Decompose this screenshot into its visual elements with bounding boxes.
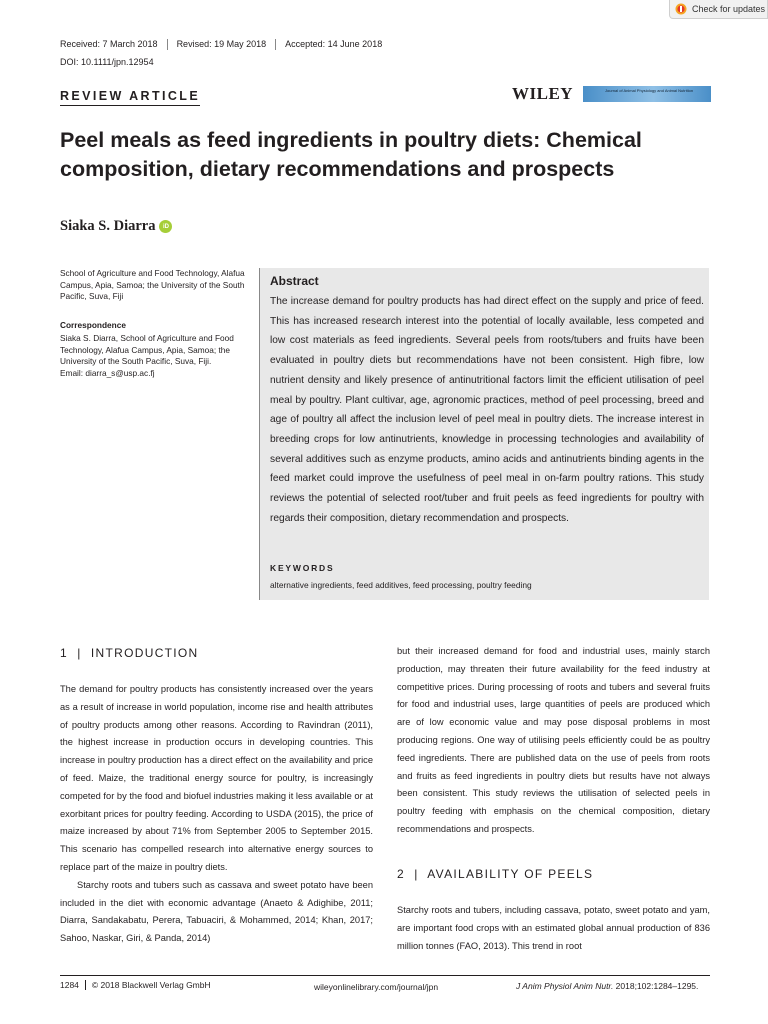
keywords: alternative ingredients, feed additives, feed processing, poultry feeding [270, 580, 532, 590]
author-name[interactable]: Siaka S. Diarra [60, 218, 156, 234]
revised-date: Revised: 19 May 2018 [167, 39, 276, 50]
section-heading-availability: 2 | AVAILABILITY OF PEELS [397, 867, 594, 881]
citation-journal: J Anim Physiol Anim Nutr. [516, 981, 614, 991]
paragraph: Starchy roots and tubers such as cassava and sweet potato have been included in the diet with economic advantage (Anaeto & Adighibe, 2011; Diarra, Sandakabatu, Perera, Tabuaciri, & Mohammed, 2014; Khan, 2017; Sahoo, Naskar, Giri, & Panda, 2014) [60, 879, 373, 944]
paragraph: Starchy roots and tubers, including cassava, potato, sweet potato and yam, are important food crops with an estimated global annual production of 836 million tonnes (FAO, 2013). This trend in root [397, 905, 710, 951]
citation-volume: 2018;102:1284–1295. [613, 981, 699, 991]
abstract-heading: Abstract [270, 274, 319, 288]
paragraph: but their increased demand for food and industrial uses, mainly starch production, may threaten their future availability for the feed industry at competitive prices. During processing of roots and tubers and several fruits for food and industrial uses, large quantities of peels are produced which are of low economic value and may pose disposal problems in most producing regions. One way of utilising peels efficiently could be as poultry feed ingredients. There are published data on the use of peels from roots and fruits as feed ingredients in poultry diets but results have not always been consistent. This study reviews the utilisation of selected peels in poultry feeding with emphasis on the chemical composition, dietary recommendations and prospects. [397, 646, 710, 834]
affiliation: School of Agriculture and Food Technology, Alafua Campus, Apia, Samoa; the University of the South Pacific, Suva, Fiji [60, 268, 245, 301]
author [60, 218, 172, 235]
availability-body [397, 902, 710, 955]
section-heading-introduction: 1 | INTRODUCTION [60, 646, 199, 660]
article-type: REVIEW ARTICLE [60, 89, 200, 106]
introduction-body-continued [397, 643, 710, 839]
correspondence-email[interactable]: Email: diarra_s@usp.ac.fj [60, 367, 155, 378]
crossmark-icon [675, 3, 687, 15]
accepted-date: Accepted: 14 June 2018 [275, 39, 391, 50]
abstract-text: The increase demand for poultry products has had direct effect on the supply and price of feed. This has increased research interest into the potential of locally available, less competed and low cost materials as feed ingredients. Several peels from roots/tubers and fruits have been evaluated in poultry diets but recommendations have not been consistent. High fibre, low nutrient density and likely presence of antinutritional factors limit the efficient utilisation of peel meal by poultry. Plant cultivar, age, agronomic practices, method of peel processing, breed and age of poultry all affect the inclusion level of peel meal in poultry diets. The increase interest in breeding crops for low antinutrients, knowledge in processing technologies and availability of several additives such as enzyme products, amino acids and antinutrients binding agents in the feed market could improve the usefulness of peel meal in on-farm poultry rations. This study reviews the potential of selected root/tuber and fruit peels as feed ingredients for poultry with regards their composition, dietary recommendation and prospects. [270, 296, 704, 524]
copyright: © 2018 Blackwell Verlag GmbH [91, 980, 211, 990]
citation [516, 981, 698, 991]
paragraph: The demand for poultry products has consistently increased over the years as a result of increase in world population, income rise and health attributes of poultry products among other reasons. According to Ravindran (2011), the highest increase in production occurs in developing countries. This increase in poultry production has a direct effect on the availability and price of feed. Maize, the traditional energy source for poultry, is increasingly competed for by the food and biofuel industries making it less available or at exorbitant prices for poultry feeding. According to USDA (2015), the price of maize increased by about 71% from September 2005 to September 2015. This scenario has compelled research into alternative energy sources to replace part of the maize in poultry diets. [60, 684, 373, 872]
journal-url[interactable]: wileyonlinelibrary.com/journal/jpn [314, 982, 439, 992]
orcid-icon[interactable]: iD [159, 220, 172, 233]
correspondence [60, 333, 250, 379]
footer-divider [60, 975, 710, 976]
journal-logo: Journal of Animal Physiology and Animal Nutrition [583, 86, 711, 102]
article-title: Peel meals as feed ingredients in poultry diets: Chemical composition, dietary recommendations and prospects [60, 128, 642, 181]
introduction-body [60, 681, 373, 948]
received-date: Received: 7 March 2018 [60, 39, 158, 49]
check-for-updates-button[interactable] [669, 0, 768, 19]
keywords-heading: KEYWORDS [270, 563, 335, 573]
doi-link[interactable]: DOI: 10.1111/jpn.12954 [60, 57, 154, 67]
footer-left [60, 980, 211, 990]
publisher-logo: WILEY [512, 84, 574, 103]
article-dates [60, 39, 391, 50]
correspondence-heading: Correspondence [60, 320, 126, 330]
page-number: 1284 [60, 980, 86, 990]
correspondence-text: Siaka S. Diarra, School of Agriculture and Food Technology, Alafua Campus, Apia, Samoa; the University of the South Pacific, Suva, Fiji. [60, 333, 234, 366]
check-for-updates-label: Check for updates [692, 4, 766, 14]
